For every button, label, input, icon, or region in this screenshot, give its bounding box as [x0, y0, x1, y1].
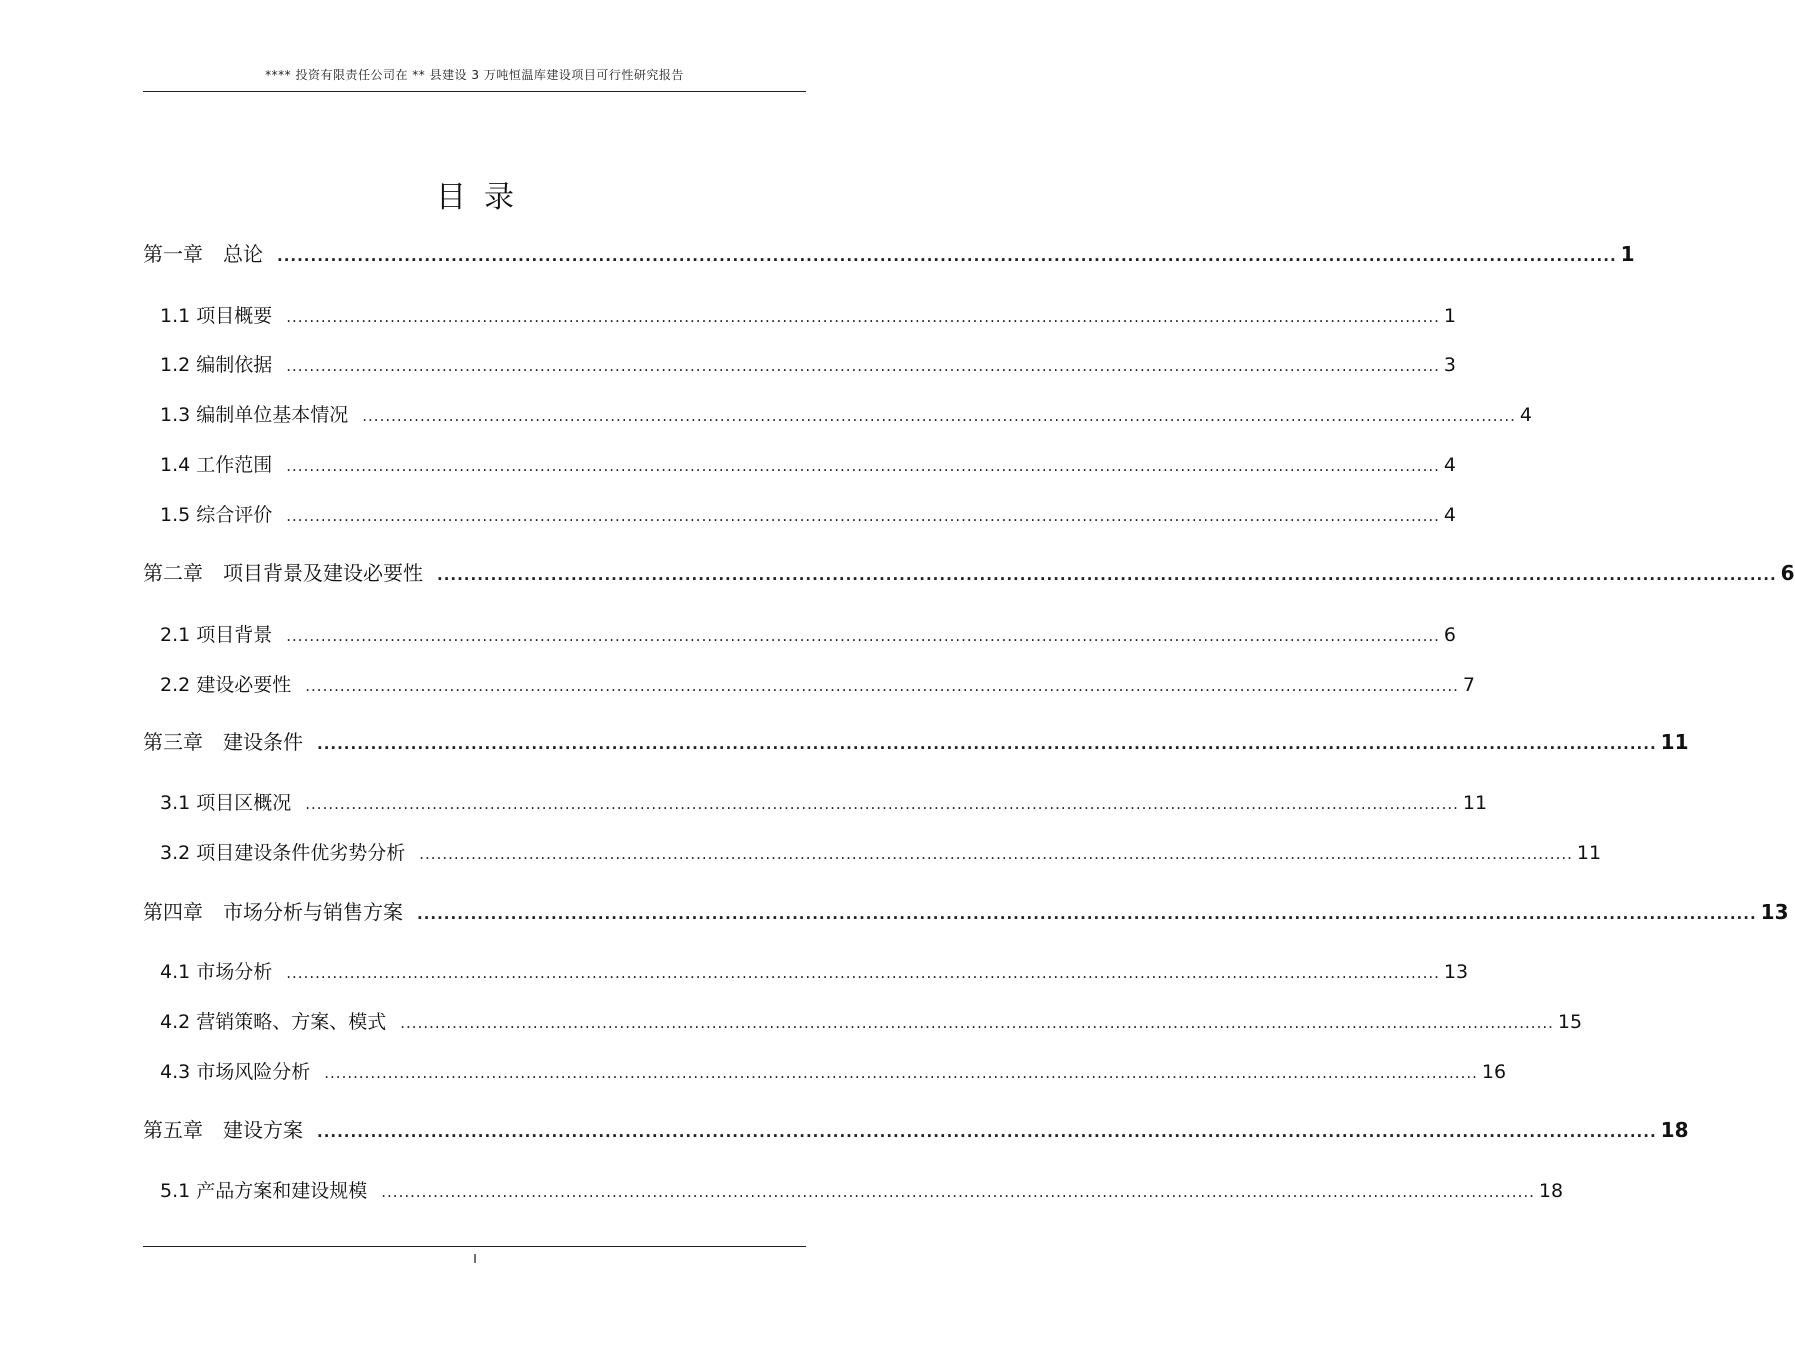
toc-entry-1-1[interactable] [160, 301, 1456, 328]
toc-entry-page: 1 [1620, 242, 1635, 266]
toc-entry-4-3[interactable] [160, 1057, 1507, 1084]
toc-leader-dots: ........................................................................................................................................................................................................ [417, 905, 1757, 923]
toc-leader-dots: ........................................................................................................................................................................................................ [419, 845, 1573, 863]
toc-leader-dots: ........................................................................................................................................................................................................ [381, 1183, 1535, 1201]
toc-leader-dots: ........................................................................................................................................................................................................ [362, 407, 1516, 425]
toc-entry-page: 4 [1443, 454, 1456, 476]
running-header: **** 投资有限责任公司在 ** 县建设 3 万吨恒温库建设项目可行性研究报告 [265, 68, 684, 82]
toc-leader-dots: ........................................................................................................................................................................................................ [305, 677, 1459, 695]
toc-entry-page: 18 [1538, 1180, 1564, 1202]
toc-entry-page: 11 [1576, 842, 1602, 864]
toc-entry-label: 2.2 建设必要性 [160, 674, 292, 696]
footer-rule [143, 1246, 806, 1247]
toc-entry-label: 1.2 编制依据 [160, 354, 273, 376]
toc-entry-4-2[interactable] [160, 1007, 1583, 1034]
toc-entry-page: 13 [1760, 900, 1789, 924]
toc-entry-4-1[interactable] [160, 957, 1469, 984]
toc-leader-dots: ........................................................................................................................................................................................................ [286, 308, 1440, 326]
toc-entry-label: 1.4 工作范围 [160, 454, 273, 476]
toc-leader-dots: ........................................................................................................................................................................................................ [317, 735, 1657, 753]
toc-entry-chapter-2[interactable] [143, 557, 1795, 586]
toc-entry-label: 2.1 项目背景 [160, 624, 273, 646]
toc-entry-label: 1.1 项目概要 [160, 305, 273, 327]
toc-entry-page: 18 [1660, 1118, 1689, 1142]
toc-entry-2-1[interactable] [160, 620, 1456, 647]
toc-entry-3-2[interactable] [160, 838, 1602, 865]
toc-entry-label: 4.2 营销策略、方案、模式 [160, 1011, 387, 1033]
toc-title: 目录 [436, 180, 532, 215]
toc-entry-label: 第三章 建设条件 [143, 730, 303, 754]
toc-entry-label: 4.1 市场分析 [160, 961, 273, 983]
toc-entry-page: 15 [1557, 1011, 1583, 1033]
toc-leader-dots: ........................................................................................................................................................................................................ [324, 1064, 1478, 1082]
toc-leader-dots: ........................................................................................................................................................................................................ [286, 357, 1440, 375]
toc-entry-page: 11 [1462, 792, 1488, 814]
toc-leader-dots: ........................................................................................................................................................................................................ [286, 964, 1440, 982]
toc-leader-dots: ........................................................................................................................................................................................................ [400, 1014, 1554, 1032]
toc-entry-page: 13 [1443, 961, 1469, 983]
toc-entry-1-4[interactable] [160, 450, 1456, 477]
toc-entry-page: 1 [1443, 305, 1456, 327]
toc-entry-page: 16 [1481, 1061, 1507, 1083]
toc-entry-chapter-5[interactable] [143, 1114, 1689, 1143]
toc-entry-chapter-1[interactable] [143, 238, 1635, 267]
toc-entry-label: 第五章 建设方案 [143, 1118, 303, 1142]
toc-entry-page: 6 [1780, 561, 1795, 585]
toc-entry-chapter-3[interactable] [143, 726, 1689, 755]
toc-entry-5-1[interactable] [160, 1176, 1564, 1203]
toc-entry-label: 3.2 项目建设条件优劣势分析 [160, 842, 406, 864]
footer-page-number: I [473, 1252, 477, 1266]
toc-leader-dots: ........................................................................................................................................................................................................ [286, 507, 1440, 525]
toc-entry-page: 4 [1519, 404, 1532, 426]
toc-leader-dots: ........................................................................................................................................................................................................ [317, 1123, 1657, 1141]
toc-leader-dots: ........................................................................................................................................................................................................ [286, 457, 1440, 475]
toc-entry-1-5[interactable] [160, 500, 1456, 527]
toc-entry-label: 第二章 项目背景及建设必要性 [143, 561, 423, 585]
toc-entry-label: 第四章 市场分析与销售方案 [143, 900, 403, 924]
toc-entry-page: 3 [1443, 354, 1456, 376]
toc-entry-label: 4.3 市场风险分析 [160, 1061, 311, 1083]
toc-entry-label: 1.5 综合评价 [160, 504, 273, 526]
toc-leader-dots: ........................................................................................................................................................................................................ [437, 566, 1777, 584]
toc-leader-dots: ........................................................................................................................................................................................................ [277, 247, 1617, 265]
toc-leader-dots: ........................................................................................................................................................................................................ [286, 627, 1440, 645]
toc-entry-label: 3.1 项目区概况 [160, 792, 292, 814]
toc-entry-page: 4 [1443, 504, 1456, 526]
toc-entry-page: 7 [1462, 674, 1475, 696]
toc-leader-dots: ........................................................................................................................................................................................................ [305, 795, 1459, 813]
toc-entry-label: 5.1 产品方案和建设规模 [160, 1180, 368, 1202]
toc-entry-label: 第一章 总论 [143, 242, 263, 266]
toc-entry-chapter-4[interactable] [143, 896, 1789, 925]
toc-entry-page: 11 [1660, 730, 1689, 754]
toc-entry-label: 1.3 编制单位基本情况 [160, 404, 349, 426]
toc-entry-3-1[interactable] [160, 788, 1488, 815]
toc-entry-1-3[interactable] [160, 400, 1532, 427]
toc-entry-2-2[interactable] [160, 670, 1475, 697]
toc-entry-page: 6 [1443, 624, 1456, 646]
toc-entry-1-2[interactable] [160, 350, 1456, 377]
header-rule [143, 91, 806, 92]
